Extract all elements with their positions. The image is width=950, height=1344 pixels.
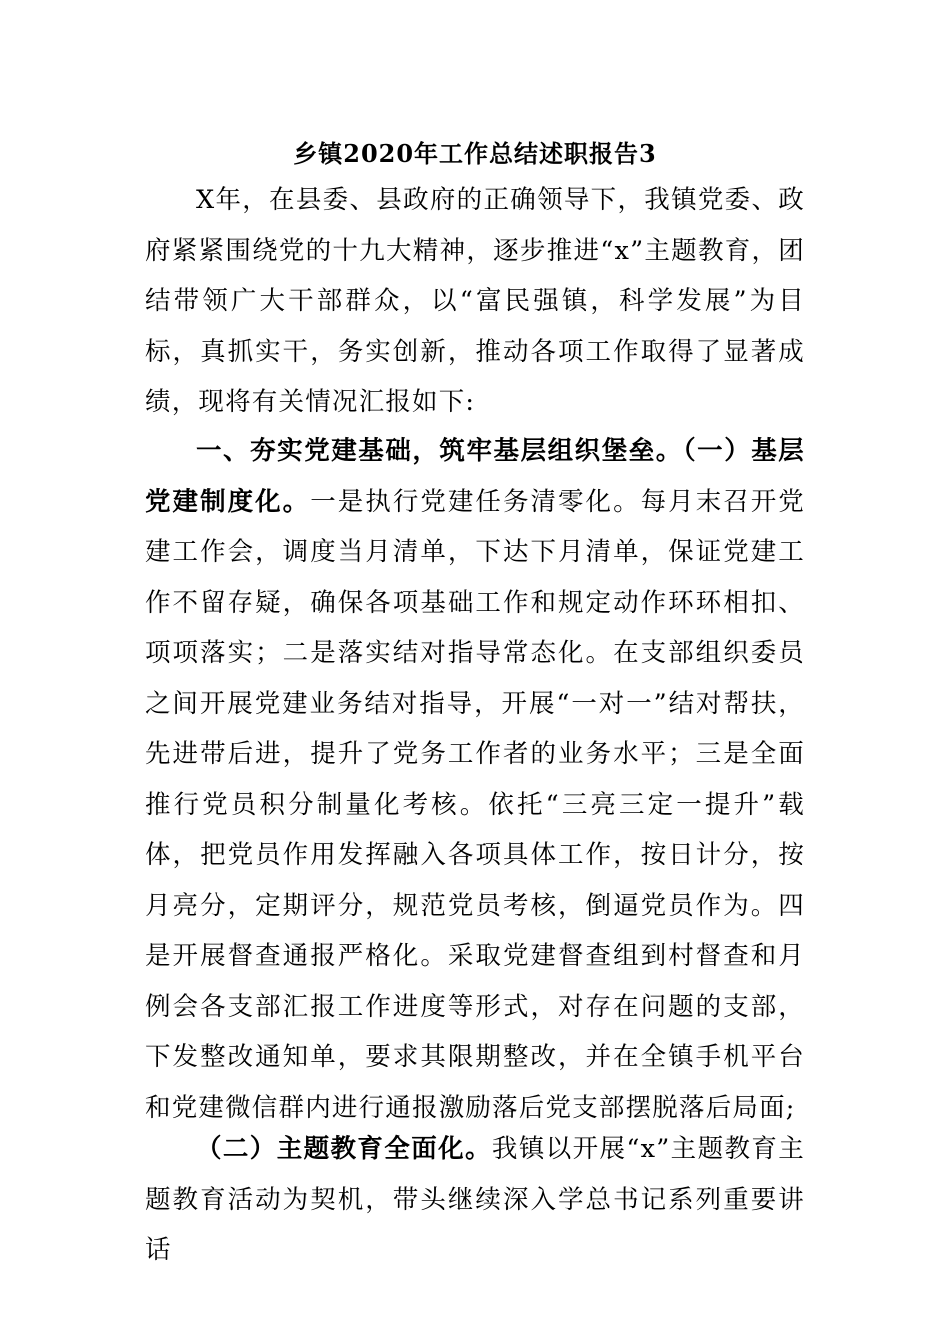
paragraph-intro bbox=[145, 175, 805, 428]
section-one-heading: 一、夯实党建基础，筑牢基层组织堡垒。（一）基层党建制度化。 bbox=[145, 436, 805, 517]
section-two-text: 我镇以开展“x”主题教育主题教育活动为契机，带头继续深入学总书记系列重要讲话 bbox=[145, 1134, 805, 1265]
document-title: 乡镇2020年工作总结述职报告3 bbox=[293, 139, 657, 168]
paragraph-intro-text: X年，在县委、县政府的正确领导下，我镇党委、政府紧紧围绕党的十九大精神，逐步推进“x”主题教育，团结带领广大干部群众，以“富民强镇，科学发展”为目标，真抓实干，务实创新，推动各项工作取得了显著成绩，现将有关情况汇报如下: bbox=[145, 185, 805, 417]
paragraph-section-one bbox=[145, 426, 805, 1133]
section-two-heading: （二）主题教育全面化。 bbox=[196, 1134, 492, 1164]
section-one-text: 一是执行党建任务清零化。每月末召开党建工作会，调度当月清单，下达下月清单，保证党建工作不留存疑，确保各项基础工作和规定动作环环相扣、项项落实；二是落实结对指导常态化。在支部组织委员之间开展党建业务结对指导，开展“一对一”结对帮扶，先进带后进，提升了党务工作者的业务水平；三是全面推行党员积分制量化考核。依托“三亮三定一提升”载体，把党员作用发挥融入各项具体工作，按日计分，按月亮分，定期评分，规范党员考核，倒逼党员作为。四是开展督查通报严格化。采取党建督查组到村督查和月例会各支部汇报工作进度等形式，对存在问题的支部，下发整改通知单，要求其限期整改，并在全镇手机平台和党建微信群内进行通报激励落后党支部摆脱落后局面; bbox=[145, 486, 806, 1123]
paragraph-section-two bbox=[145, 1124, 805, 1276]
